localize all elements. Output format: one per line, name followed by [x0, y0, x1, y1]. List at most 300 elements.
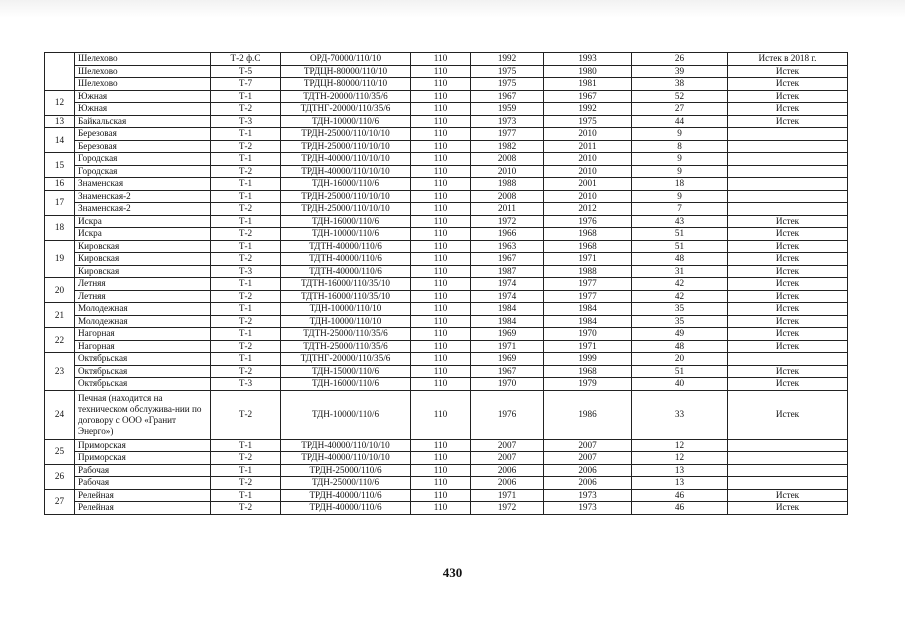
- table-row: [45, 464, 848, 477]
- substation-name-cell: Шелехово: [75, 78, 211, 91]
- status-cell: [728, 464, 848, 477]
- commission-year-cell: 2006: [544, 477, 632, 490]
- service-years-cell: 46: [632, 502, 728, 515]
- service-years-cell: 48: [632, 340, 728, 353]
- manufacture-year-cell: 1984: [471, 303, 544, 316]
- transformer-type-cell: ТДТН-20000/110/35/6: [281, 90, 411, 103]
- service-years-cell: 31: [632, 265, 728, 278]
- table-row: [45, 115, 848, 128]
- transformer-id-cell: Т-2: [211, 315, 281, 328]
- status-cell: Истек: [728, 328, 848, 341]
- transformer-id-cell: Т-5: [211, 65, 281, 78]
- status-cell: [728, 165, 848, 178]
- transformer-type-cell: ТДН-16000/110/6: [281, 178, 411, 191]
- transformer-id-cell: Т-2: [211, 365, 281, 378]
- substation-name-cell: Октябрьская: [75, 378, 211, 391]
- manufacture-year-cell: 1967: [471, 253, 544, 266]
- voltage-cell: 110: [411, 464, 471, 477]
- manufacture-year-cell: 1963: [471, 240, 544, 253]
- commission-year-cell: 1993: [544, 53, 632, 66]
- commission-year-cell: 2010: [544, 153, 632, 166]
- table-row: [45, 477, 848, 490]
- status-cell: Истек: [728, 78, 848, 91]
- table-row: [45, 78, 848, 91]
- transformer-type-cell: ТРДН-25000/110/10/10: [281, 140, 411, 153]
- manufacture-year-cell: 1984: [471, 315, 544, 328]
- substation-name-cell: Березовая: [75, 140, 211, 153]
- transformer-type-cell: ТДН-10000/110/10: [281, 303, 411, 316]
- transformer-type-cell: ТДН-16000/110/6: [281, 378, 411, 391]
- status-cell: Истек: [728, 489, 848, 502]
- voltage-cell: 110: [411, 328, 471, 341]
- manufacture-year-cell: 1971: [471, 340, 544, 353]
- row-number-cell: 25: [45, 439, 75, 464]
- commission-year-cell: 2007: [544, 452, 632, 465]
- status-cell: Истек: [728, 378, 848, 391]
- transformer-type-cell: ТДТНГ-20000/110/35/6: [281, 103, 411, 116]
- transformer-type-cell: ТДТНГ-20000/110/35/6: [281, 353, 411, 366]
- voltage-cell: 110: [411, 90, 471, 103]
- transformer-type-cell: ТДТН-16000/110/35/10: [281, 290, 411, 303]
- commission-year-cell: 1973: [544, 502, 632, 515]
- table-row: [45, 215, 848, 228]
- commission-year-cell: 1968: [544, 240, 632, 253]
- table-row: [45, 489, 848, 502]
- status-cell: Истек: [728, 253, 848, 266]
- table-row: [45, 53, 848, 66]
- service-years-cell: 46: [632, 489, 728, 502]
- transformer-type-cell: ТДН-10000/110/6: [281, 115, 411, 128]
- service-years-cell: 9: [632, 128, 728, 141]
- row-number-cell: 18: [45, 215, 75, 240]
- commission-year-cell: 1973: [544, 489, 632, 502]
- service-years-cell: 9: [632, 190, 728, 203]
- commission-year-cell: 1967: [544, 90, 632, 103]
- transformer-id-cell: Т-1: [211, 489, 281, 502]
- manufacture-year-cell: 1959: [471, 103, 544, 116]
- row-number-cell: 13: [45, 115, 75, 128]
- row-number-cell: 27: [45, 489, 75, 514]
- status-cell: Истек: [728, 278, 848, 291]
- commission-year-cell: 2011: [544, 140, 632, 153]
- service-years-cell: 38: [632, 78, 728, 91]
- manufacture-year-cell: 1992: [471, 53, 544, 66]
- commission-year-cell: 1970: [544, 328, 632, 341]
- voltage-cell: 110: [411, 103, 471, 116]
- voltage-cell: 110: [411, 489, 471, 502]
- manufacture-year-cell: 2007: [471, 439, 544, 452]
- substation-name-cell: Нагорная: [75, 328, 211, 341]
- substation-name-cell: Приморская: [75, 452, 211, 465]
- status-cell: Истек: [728, 390, 848, 439]
- transformer-id-cell: Т-2: [211, 452, 281, 465]
- transformer-id-cell: Т-2: [211, 165, 281, 178]
- status-cell: Истек в 2018 г.: [728, 53, 848, 66]
- status-cell: [728, 140, 848, 153]
- service-years-cell: 49: [632, 328, 728, 341]
- transformer-type-cell: ТРДЦН-80000/110/10: [281, 78, 411, 91]
- substation-name-cell: Рабочая: [75, 464, 211, 477]
- commission-year-cell: 2010: [544, 128, 632, 141]
- service-years-cell: 39: [632, 65, 728, 78]
- transformer-type-cell: ТДТН-16000/110/35/10: [281, 278, 411, 291]
- manufacture-year-cell: 1987: [471, 265, 544, 278]
- substation-name-cell: Знаменская-2: [75, 203, 211, 216]
- commission-year-cell: 1999: [544, 353, 632, 366]
- status-cell: [728, 128, 848, 141]
- transformer-id-cell: Т-1: [211, 178, 281, 191]
- voltage-cell: 110: [411, 53, 471, 66]
- manufacture-year-cell: 1970: [471, 378, 544, 391]
- status-cell: Истек: [728, 228, 848, 241]
- substation-name-cell: Рабочая: [75, 477, 211, 490]
- transformer-id-cell: Т-1: [211, 278, 281, 291]
- status-cell: [728, 439, 848, 452]
- commission-year-cell: 2007: [544, 439, 632, 452]
- voltage-cell: 110: [411, 278, 471, 291]
- row-number-cell: [45, 53, 75, 91]
- substation-name-cell: Южная: [75, 103, 211, 116]
- manufacture-year-cell: 1967: [471, 365, 544, 378]
- commission-year-cell: 1986: [544, 390, 632, 439]
- manufacture-year-cell: 1969: [471, 353, 544, 366]
- transformer-table: [44, 52, 848, 515]
- table-body: [45, 53, 848, 515]
- service-years-cell: 33: [632, 390, 728, 439]
- status-cell: Истек: [728, 103, 848, 116]
- substation-name-cell: Городская: [75, 153, 211, 166]
- manufacture-year-cell: 1966: [471, 228, 544, 241]
- transformer-type-cell: ОРД-70000/110/10: [281, 53, 411, 66]
- table-row: [45, 178, 848, 191]
- commission-year-cell: 1977: [544, 290, 632, 303]
- substation-name-cell: Искра: [75, 228, 211, 241]
- transformer-id-cell: Т-2: [211, 502, 281, 515]
- substation-name-cell: Приморская: [75, 439, 211, 452]
- status-cell: Истек: [728, 290, 848, 303]
- transformer-type-cell: ТРДН-40000/110/6: [281, 489, 411, 502]
- manufacture-year-cell: 1974: [471, 278, 544, 291]
- transformer-type-cell: ТДН-16000/110/6: [281, 215, 411, 228]
- manufacture-year-cell: 1973: [471, 115, 544, 128]
- transformer-id-cell: Т-3: [211, 378, 281, 391]
- table-row: [45, 328, 848, 341]
- status-cell: [728, 452, 848, 465]
- voltage-cell: 110: [411, 439, 471, 452]
- table-row: [45, 253, 848, 266]
- transformer-id-cell: Т-1: [211, 128, 281, 141]
- transformer-type-cell: ТРДН-40000/110/10/10: [281, 153, 411, 166]
- row-number-cell: 21: [45, 303, 75, 328]
- transformer-id-cell: Т-1: [211, 153, 281, 166]
- commission-year-cell: 2001: [544, 178, 632, 191]
- manufacture-year-cell: 1976: [471, 390, 544, 439]
- service-years-cell: 13: [632, 477, 728, 490]
- substation-name-cell: Печная (находится на техническом обслужива-нии по договору с ООО «Гранит Энерго»): [75, 390, 211, 439]
- manufacture-year-cell: 1972: [471, 215, 544, 228]
- table-row: [45, 190, 848, 203]
- voltage-cell: 110: [411, 265, 471, 278]
- transformer-type-cell: ТДТН-40000/110/6: [281, 240, 411, 253]
- manufacture-year-cell: 2007: [471, 452, 544, 465]
- transformer-type-cell: ТРДН-25000/110/10/10: [281, 203, 411, 216]
- table-row: [45, 140, 848, 153]
- commission-year-cell: 1979: [544, 378, 632, 391]
- transformer-type-cell: ТДТН-40000/110/6: [281, 265, 411, 278]
- voltage-cell: 110: [411, 190, 471, 203]
- commission-year-cell: 1984: [544, 303, 632, 316]
- commission-year-cell: 2010: [544, 190, 632, 203]
- substation-name-cell: Знаменская: [75, 178, 211, 191]
- row-number-cell: 24: [45, 390, 75, 439]
- voltage-cell: 110: [411, 215, 471, 228]
- substation-name-cell: Шелехово: [75, 53, 211, 66]
- transformer-type-cell: ТДН-10000/110/6: [281, 228, 411, 241]
- transformer-type-cell: ТДТН-25000/110/35/6: [281, 328, 411, 341]
- substation-name-cell: Релейная: [75, 502, 211, 515]
- transformer-type-cell: ТДН-15000/110/6: [281, 365, 411, 378]
- voltage-cell: 110: [411, 452, 471, 465]
- table-row: [45, 303, 848, 316]
- voltage-cell: 110: [411, 390, 471, 439]
- table-row: [45, 228, 848, 241]
- substation-name-cell: Южная: [75, 90, 211, 103]
- transformer-id-cell: Т-1: [211, 353, 281, 366]
- transformer-id-cell: Т-3: [211, 115, 281, 128]
- row-number-cell: 12: [45, 90, 75, 115]
- transformer-type-cell: ТРДН-40000/110/10/10: [281, 452, 411, 465]
- transformer-id-cell: Т-2: [211, 390, 281, 439]
- service-years-cell: 12: [632, 452, 728, 465]
- commission-year-cell: 1980: [544, 65, 632, 78]
- row-number-cell: 15: [45, 153, 75, 178]
- transformer-id-cell: Т-2: [211, 140, 281, 153]
- service-years-cell: 18: [632, 178, 728, 191]
- table-row: [45, 240, 848, 253]
- service-years-cell: 40: [632, 378, 728, 391]
- table-row: [45, 340, 848, 353]
- service-years-cell: 9: [632, 165, 728, 178]
- page-number: 430: [442, 565, 463, 580]
- status-cell: [728, 477, 848, 490]
- row-number-cell: 17: [45, 190, 75, 215]
- voltage-cell: 110: [411, 153, 471, 166]
- service-years-cell: 13: [632, 464, 728, 477]
- transformer-id-cell: Т-2: [211, 103, 281, 116]
- status-cell: Истек: [728, 502, 848, 515]
- transformer-id-cell: Т-7: [211, 78, 281, 91]
- voltage-cell: 110: [411, 228, 471, 241]
- manufacture-year-cell: 2008: [471, 153, 544, 166]
- transformer-id-cell: Т-1: [211, 328, 281, 341]
- row-number-cell: 20: [45, 278, 75, 303]
- table-row: [45, 153, 848, 166]
- commission-year-cell: 1975: [544, 115, 632, 128]
- transformer-id-cell: Т-1: [211, 190, 281, 203]
- service-years-cell: 51: [632, 365, 728, 378]
- service-years-cell: 35: [632, 303, 728, 316]
- status-cell: [728, 153, 848, 166]
- substation-name-cell: Байкальская: [75, 115, 211, 128]
- table-row: [45, 290, 848, 303]
- voltage-cell: 110: [411, 290, 471, 303]
- service-years-cell: 51: [632, 240, 728, 253]
- status-cell: [728, 190, 848, 203]
- substation-name-cell: Знаменская-2: [75, 190, 211, 203]
- table-row: [45, 353, 848, 366]
- transformer-type-cell: ТДН-10000/110/10: [281, 315, 411, 328]
- table-row: [45, 265, 848, 278]
- commission-year-cell: 1988: [544, 265, 632, 278]
- voltage-cell: 110: [411, 303, 471, 316]
- transformer-id-cell: Т-2: [211, 203, 281, 216]
- voltage-cell: 110: [411, 240, 471, 253]
- transformer-id-cell: Т-2: [211, 340, 281, 353]
- substation-name-cell: Искра: [75, 215, 211, 228]
- substation-name-cell: Релейная: [75, 489, 211, 502]
- substation-name-cell: Березовая: [75, 128, 211, 141]
- row-number-cell: 23: [45, 353, 75, 391]
- status-cell: Истек: [728, 265, 848, 278]
- service-years-cell: 20: [632, 353, 728, 366]
- manufacture-year-cell: 1974: [471, 290, 544, 303]
- voltage-cell: 110: [411, 178, 471, 191]
- voltage-cell: 110: [411, 115, 471, 128]
- status-cell: Истек: [728, 65, 848, 78]
- manufacture-year-cell: 1969: [471, 328, 544, 341]
- voltage-cell: 110: [411, 253, 471, 266]
- table-row: [45, 65, 848, 78]
- service-years-cell: 42: [632, 290, 728, 303]
- commission-year-cell: 2006: [544, 464, 632, 477]
- substation-name-cell: Нагорная: [75, 340, 211, 353]
- transformer-id-cell: Т-3: [211, 265, 281, 278]
- service-years-cell: 7: [632, 203, 728, 216]
- table-row: [45, 378, 848, 391]
- table-row: [45, 452, 848, 465]
- voltage-cell: 110: [411, 502, 471, 515]
- substation-name-cell: Кировская: [75, 240, 211, 253]
- service-years-cell: 52: [632, 90, 728, 103]
- commission-year-cell: 2010: [544, 165, 632, 178]
- status-cell: [728, 203, 848, 216]
- table-row: [45, 502, 848, 515]
- table-row: [45, 439, 848, 452]
- commission-year-cell: 1971: [544, 253, 632, 266]
- table-row: [45, 315, 848, 328]
- manufacture-year-cell: 2006: [471, 464, 544, 477]
- transformer-id-cell: Т-2: [211, 477, 281, 490]
- substation-name-cell: Кировская: [75, 253, 211, 266]
- commission-year-cell: 1976: [544, 215, 632, 228]
- transformer-id-cell: Т-1: [211, 439, 281, 452]
- commission-year-cell: 1971: [544, 340, 632, 353]
- manufacture-year-cell: 1975: [471, 78, 544, 91]
- table-row: [45, 90, 848, 103]
- service-years-cell: 9: [632, 153, 728, 166]
- service-years-cell: 26: [632, 53, 728, 66]
- voltage-cell: 110: [411, 353, 471, 366]
- transformer-type-cell: ТРДЦН-80000/110/10: [281, 65, 411, 78]
- transformer-type-cell: ТДН-10000/110/6: [281, 390, 411, 439]
- manufacture-year-cell: 1975: [471, 65, 544, 78]
- manufacture-year-cell: 2011: [471, 203, 544, 216]
- commission-year-cell: 1968: [544, 365, 632, 378]
- transformer-type-cell: ТРДН-25000/110/10/10: [281, 190, 411, 203]
- substation-name-cell: Шелехово: [75, 65, 211, 78]
- service-years-cell: 51: [632, 228, 728, 241]
- voltage-cell: 110: [411, 340, 471, 353]
- status-cell: [728, 178, 848, 191]
- transformer-type-cell: ТРДН-25000/110/10/10: [281, 128, 411, 141]
- status-cell: Истек: [728, 365, 848, 378]
- table-row: [45, 278, 848, 291]
- manufacture-year-cell: 1971: [471, 489, 544, 502]
- status-cell: Истек: [728, 240, 848, 253]
- substation-name-cell: Молодежная: [75, 303, 211, 316]
- voltage-cell: 110: [411, 378, 471, 391]
- service-years-cell: 48: [632, 253, 728, 266]
- substation-name-cell: Октябрьская: [75, 365, 211, 378]
- row-number-cell: 26: [45, 464, 75, 489]
- transformer-id-cell: Т-2: [211, 228, 281, 241]
- service-years-cell: 43: [632, 215, 728, 228]
- substation-name-cell: Летняя: [75, 278, 211, 291]
- substation-name-cell: Летняя: [75, 290, 211, 303]
- transformer-id-cell: Т-2: [211, 253, 281, 266]
- commission-year-cell: 1992: [544, 103, 632, 116]
- transformer-id-cell: Т-2: [211, 290, 281, 303]
- row-number-cell: 19: [45, 240, 75, 278]
- transformer-id-cell: Т-2 ф.С: [211, 53, 281, 66]
- table-row: [45, 165, 848, 178]
- substation-name-cell: Городская: [75, 165, 211, 178]
- service-years-cell: 12: [632, 439, 728, 452]
- transformer-type-cell: ТРДН-25000/110/6: [281, 464, 411, 477]
- table-row: [45, 203, 848, 216]
- voltage-cell: 110: [411, 78, 471, 91]
- row-number-cell: 16: [45, 178, 75, 191]
- voltage-cell: 110: [411, 165, 471, 178]
- table-row: [45, 390, 848, 439]
- status-cell: Истек: [728, 303, 848, 316]
- commission-year-cell: 1968: [544, 228, 632, 241]
- manufacture-year-cell: 1988: [471, 178, 544, 191]
- commission-year-cell: 1977: [544, 278, 632, 291]
- commission-year-cell: 2012: [544, 203, 632, 216]
- row-number-cell: 14: [45, 128, 75, 153]
- transformer-type-cell: ТРДН-40000/110/10/10: [281, 439, 411, 452]
- manufacture-year-cell: 2010: [471, 165, 544, 178]
- service-years-cell: 8: [632, 140, 728, 153]
- manufacture-year-cell: 1977: [471, 128, 544, 141]
- voltage-cell: 110: [411, 128, 471, 141]
- service-years-cell: 27: [632, 103, 728, 116]
- service-years-cell: 42: [632, 278, 728, 291]
- voltage-cell: 110: [411, 65, 471, 78]
- transformer-type-cell: ТРДН-40000/110/10/10: [281, 165, 411, 178]
- substation-name-cell: Октябрьская: [75, 353, 211, 366]
- voltage-cell: 110: [411, 315, 471, 328]
- manufacture-year-cell: 1967: [471, 90, 544, 103]
- substation-name-cell: Молодежная: [75, 315, 211, 328]
- status-cell: Истек: [728, 315, 848, 328]
- status-cell: [728, 353, 848, 366]
- transformer-type-cell: ТДН-25000/110/6: [281, 477, 411, 490]
- status-cell: Истек: [728, 115, 848, 128]
- manufacture-year-cell: 2008: [471, 190, 544, 203]
- transformer-id-cell: Т-1: [211, 464, 281, 477]
